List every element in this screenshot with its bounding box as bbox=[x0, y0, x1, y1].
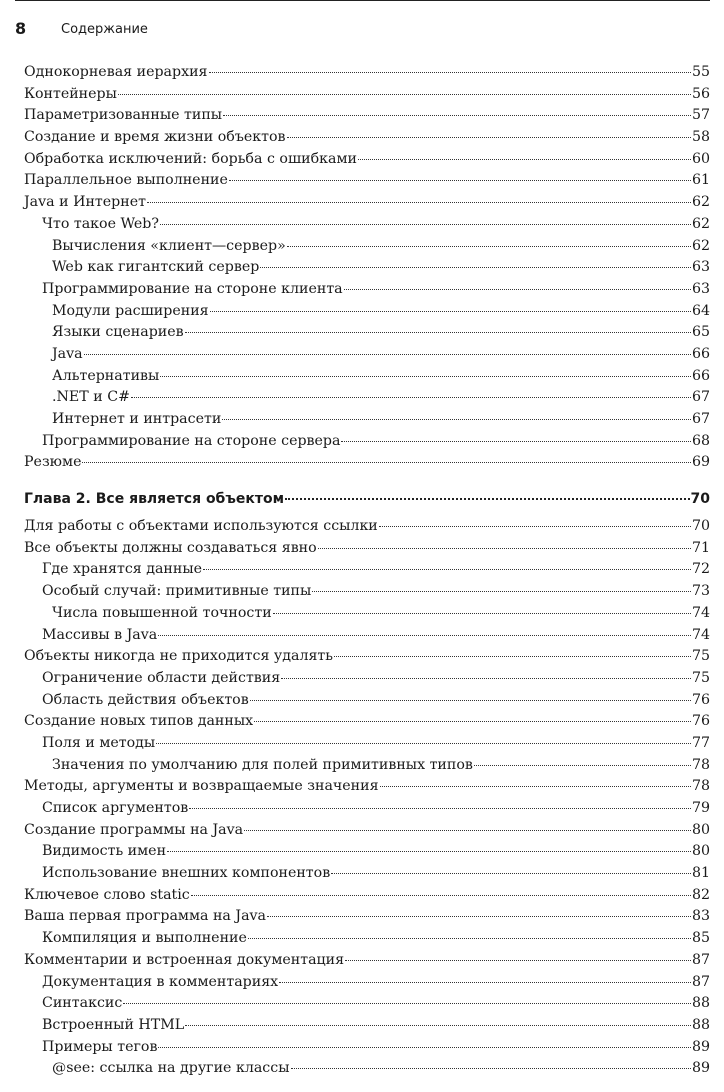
toc-entry-title: Комментарии и встроенная документация bbox=[24, 951, 345, 968]
toc-entry bbox=[24, 214, 710, 236]
toc-entry-title: Создание программы на Java bbox=[24, 821, 244, 838]
toc-entry-page: 73 bbox=[691, 583, 710, 600]
toc-entry bbox=[24, 690, 710, 712]
toc-entry-page: 66 bbox=[691, 367, 710, 384]
dot-leader bbox=[254, 721, 691, 722]
toc-entry bbox=[24, 257, 710, 279]
toc-entry-page: 58 bbox=[691, 129, 710, 146]
toc-entry bbox=[24, 776, 710, 798]
toc-entry-title: Все объекты должны создаваться явно bbox=[24, 539, 317, 556]
toc-entry-page: 80 bbox=[691, 843, 710, 860]
toc-entry-page: 74 bbox=[691, 626, 710, 643]
toc-entry-page: 55 bbox=[691, 64, 710, 80]
toc-entry bbox=[24, 581, 710, 603]
toc-entry-page: 63 bbox=[691, 280, 710, 297]
toc-entry-page: 57 bbox=[691, 107, 710, 124]
dot-leader bbox=[287, 246, 691, 247]
dot-leader bbox=[279, 982, 691, 983]
dot-leader bbox=[191, 895, 691, 896]
toc-entry-title: Создание и время жизни объектов bbox=[24, 129, 286, 146]
toc-entry bbox=[24, 516, 710, 538]
toc-entry bbox=[24, 841, 710, 863]
toc-entry-title: @see: ссылка на другие классы bbox=[52, 1060, 290, 1077]
dot-leader bbox=[331, 873, 691, 874]
toc-entry bbox=[24, 236, 710, 258]
toc-entry-title: Список аргументов bbox=[42, 800, 189, 816]
toc-entry bbox=[24, 149, 710, 171]
toc-entry bbox=[24, 928, 710, 950]
dot-leader bbox=[229, 180, 691, 181]
toc-entry-title: Компиляция и выполнение bbox=[42, 930, 247, 947]
dot-leader bbox=[222, 419, 691, 420]
toc-entry bbox=[24, 646, 710, 668]
toc-entry-page: 64 bbox=[691, 302, 710, 319]
toc-entry bbox=[24, 62, 710, 84]
toc-entry-page: 65 bbox=[691, 324, 710, 341]
toc-entry-page: 80 bbox=[691, 821, 710, 838]
toc-entry-page: 67 bbox=[691, 411, 710, 427]
dot-leader bbox=[123, 1003, 691, 1004]
toc-entry-page: 68 bbox=[691, 432, 710, 449]
dot-leader bbox=[312, 591, 691, 592]
toc-entry bbox=[24, 170, 710, 192]
toc-entry bbox=[24, 798, 710, 820]
toc-entry-page: 62 bbox=[691, 194, 710, 211]
dot-leader bbox=[209, 72, 691, 73]
dot-leader bbox=[318, 548, 691, 549]
toc-entry bbox=[24, 322, 710, 344]
toc-entry bbox=[24, 1037, 710, 1059]
toc-entry-page: 61 bbox=[691, 172, 710, 189]
toc-entry-title: Область действия объектов bbox=[42, 691, 249, 708]
dot-leader bbox=[185, 1025, 691, 1026]
toc-entry-page: 83 bbox=[691, 908, 710, 925]
toc-entry-page: 62 bbox=[691, 215, 710, 232]
chapter-page-number: 70 bbox=[690, 491, 710, 508]
toc-entry bbox=[24, 366, 710, 388]
toc-entry bbox=[24, 993, 710, 1015]
dot-leader bbox=[281, 678, 691, 679]
table-of-contents bbox=[24, 62, 710, 1080]
toc-entry-title: Параллельное выполнение bbox=[24, 172, 228, 189]
toc-entry bbox=[24, 387, 710, 409]
toc-entry-page: 85 bbox=[691, 930, 710, 947]
toc-entry bbox=[24, 105, 710, 127]
dot-leader bbox=[380, 786, 691, 787]
toc-entry bbox=[24, 668, 710, 690]
dot-leader bbox=[223, 115, 691, 116]
toc-entry-title: Встроенный HTML bbox=[42, 1016, 185, 1033]
toc-entry bbox=[24, 820, 710, 842]
toc-entry bbox=[24, 950, 710, 972]
toc-entry bbox=[24, 863, 710, 885]
toc-entry bbox=[24, 431, 710, 453]
toc-entry bbox=[24, 409, 710, 431]
toc-entry bbox=[24, 301, 710, 323]
toc-entry-title: .NET и C# bbox=[52, 389, 130, 406]
toc-entry bbox=[24, 1058, 710, 1080]
toc-entry-page: 71 bbox=[691, 539, 710, 556]
toc-entry-page: 79 bbox=[691, 800, 710, 816]
toc-entry-title: Параметризованные типы bbox=[24, 107, 223, 124]
chapter-title: Глава 2. Все является объектом bbox=[24, 491, 285, 508]
dot-leader bbox=[84, 354, 691, 355]
toc-entry-title: Создание новых типов данных bbox=[24, 713, 254, 730]
toc-entry-title: Языки сценариев bbox=[52, 324, 184, 341]
toc-entry-page: 78 bbox=[691, 778, 710, 795]
toc-entry-page: 78 bbox=[691, 756, 710, 773]
toc-entry-page: 56 bbox=[691, 85, 710, 102]
toc-entry-title: Синтаксис bbox=[42, 995, 123, 1012]
dot-leader bbox=[379, 526, 691, 527]
chapter-heading bbox=[24, 488, 710, 510]
toc-entry-page: 76 bbox=[691, 713, 710, 730]
toc-entry bbox=[24, 84, 710, 106]
toc-entry-page: 87 bbox=[691, 973, 710, 990]
toc-entry-title: Документация в комментариях bbox=[42, 973, 279, 990]
dot-leader bbox=[210, 311, 691, 312]
toc-entry-title: Использование внешних компонентов bbox=[42, 865, 331, 882]
toc-entry-title: Где хранятся данные bbox=[42, 561, 203, 578]
dot-leader bbox=[474, 765, 691, 766]
toc-entry-page: 69 bbox=[691, 454, 710, 471]
running-title: Содержание bbox=[61, 22, 148, 37]
toc-section-chapter-1-continued bbox=[24, 62, 710, 474]
toc-entry-title: Массивы в Java bbox=[42, 626, 158, 643]
toc-entry-page: 66 bbox=[691, 345, 710, 362]
toc-entry-title: Для работы с объектами используются ссылки bbox=[24, 518, 378, 535]
dot-leader bbox=[131, 397, 691, 398]
dot-leader bbox=[160, 376, 691, 377]
toc-entry-page: 70 bbox=[691, 518, 710, 535]
toc-entry-title: Особый случай: примитивные типы bbox=[42, 583, 312, 600]
toc-entry-title: Обработка исключений: борьба с ошибками bbox=[24, 150, 357, 167]
toc-entry-page: 62 bbox=[691, 237, 710, 254]
dot-leader bbox=[285, 498, 689, 500]
toc-entry-title: Резюме bbox=[24, 454, 82, 471]
dot-leader bbox=[287, 137, 691, 138]
toc-entry-title: Ограничение области действия bbox=[42, 669, 281, 686]
toc-entry-title: Что такое Web? bbox=[42, 215, 159, 232]
toc-entry bbox=[24, 559, 710, 581]
toc-entry bbox=[24, 755, 710, 777]
toc-entry-title: Программирование на стороне сервера bbox=[42, 432, 341, 449]
toc-entry-title: Интернет и интрасети bbox=[52, 411, 222, 427]
dot-leader bbox=[203, 569, 691, 570]
toc-entry bbox=[24, 733, 710, 755]
toc-entry-title: Web как гигантский сервер bbox=[52, 259, 260, 276]
toc-entry-page: 75 bbox=[691, 648, 710, 665]
toc-entry-page: 60 bbox=[691, 150, 710, 167]
dot-leader bbox=[344, 289, 691, 290]
dot-leader bbox=[160, 224, 691, 225]
dot-leader bbox=[358, 159, 691, 160]
toc-entry bbox=[24, 972, 710, 994]
toc-entry-page: 74 bbox=[691, 604, 710, 621]
dot-leader bbox=[260, 267, 691, 268]
dot-leader bbox=[118, 94, 691, 95]
toc-entry bbox=[24, 885, 710, 907]
toc-entry-page: 82 bbox=[691, 886, 710, 903]
toc-entry-page: 63 bbox=[691, 259, 710, 276]
toc-entry-page: 76 bbox=[691, 691, 710, 708]
toc-entry-page: 77 bbox=[691, 734, 710, 751]
toc-entry bbox=[24, 538, 710, 560]
toc-entry-title: Программирование на стороне клиента bbox=[42, 280, 343, 297]
toc-entry-page: 72 bbox=[691, 561, 710, 578]
dot-leader bbox=[248, 938, 691, 939]
toc-entry-title: Ключевое слово static bbox=[24, 886, 190, 903]
dot-leader bbox=[82, 462, 690, 463]
dot-leader bbox=[273, 613, 691, 614]
dot-leader bbox=[158, 635, 691, 636]
toc-entry-title: Поля и методы bbox=[42, 734, 156, 751]
toc-entry-title: Вычисления «клиент—сервер» bbox=[52, 237, 286, 254]
toc-entry-title: Значения по умолчанию для полей примитивных типов bbox=[52, 756, 473, 773]
dot-leader bbox=[341, 441, 690, 442]
toc-entry bbox=[24, 1015, 710, 1037]
toc-entry bbox=[24, 192, 710, 214]
dot-leader bbox=[147, 202, 691, 203]
toc-entry-title: Ваша первая программа на Java bbox=[24, 908, 267, 925]
toc-entry bbox=[24, 127, 710, 149]
toc-entry-page: 67 bbox=[691, 389, 710, 406]
toc-entry-title: Java bbox=[52, 345, 83, 362]
page-number: 8 bbox=[15, 19, 27, 38]
toc-entry-page: 81 bbox=[691, 865, 710, 882]
dot-leader bbox=[158, 1047, 691, 1048]
toc-section-chapter-2 bbox=[24, 516, 710, 1080]
toc-entry-page: 75 bbox=[691, 669, 710, 686]
toc-entry-page: 89 bbox=[691, 1060, 710, 1077]
toc-entry-title: Примеры тегов bbox=[42, 1038, 158, 1055]
page-header bbox=[15, 0, 710, 41]
toc-entry bbox=[24, 906, 710, 928]
toc-entry-title: Контейнеры bbox=[24, 85, 117, 102]
toc-entry-title: Методы, аргументы и возвращаемые значения bbox=[24, 778, 379, 795]
toc-entry-page: 88 bbox=[691, 995, 710, 1012]
dot-leader bbox=[156, 743, 691, 744]
dot-leader bbox=[345, 960, 691, 961]
toc-entry bbox=[24, 625, 710, 647]
toc-entry-title: Альтернативы bbox=[52, 367, 160, 384]
toc-entry-title: Модули расширения bbox=[52, 302, 209, 319]
dot-leader bbox=[250, 700, 691, 701]
toc-entry bbox=[24, 711, 710, 733]
dot-leader bbox=[334, 656, 691, 657]
toc-entry bbox=[24, 603, 710, 625]
toc-entry bbox=[24, 344, 710, 366]
dot-leader bbox=[189, 808, 691, 809]
dot-leader bbox=[291, 1068, 691, 1069]
toc-entry-title: Числа повышенной точности bbox=[52, 604, 272, 621]
toc-entry-title: Java и Интернет bbox=[24, 194, 146, 211]
toc-entry-title: Однокорневая иерархия bbox=[24, 64, 208, 80]
toc-entry-title: Объекты никогда не приходится удалять bbox=[24, 648, 333, 665]
toc-entry-title: Видимость имен bbox=[42, 843, 167, 860]
toc-entry bbox=[24, 279, 710, 301]
dot-leader bbox=[185, 332, 691, 333]
toc-entry bbox=[24, 452, 710, 474]
dot-leader bbox=[267, 916, 691, 917]
toc-entry-page: 89 bbox=[691, 1038, 710, 1055]
dot-leader bbox=[167, 851, 691, 852]
toc-entry-page: 87 bbox=[691, 951, 710, 968]
dot-leader bbox=[244, 830, 691, 831]
toc-entry-page: 88 bbox=[691, 1016, 710, 1033]
